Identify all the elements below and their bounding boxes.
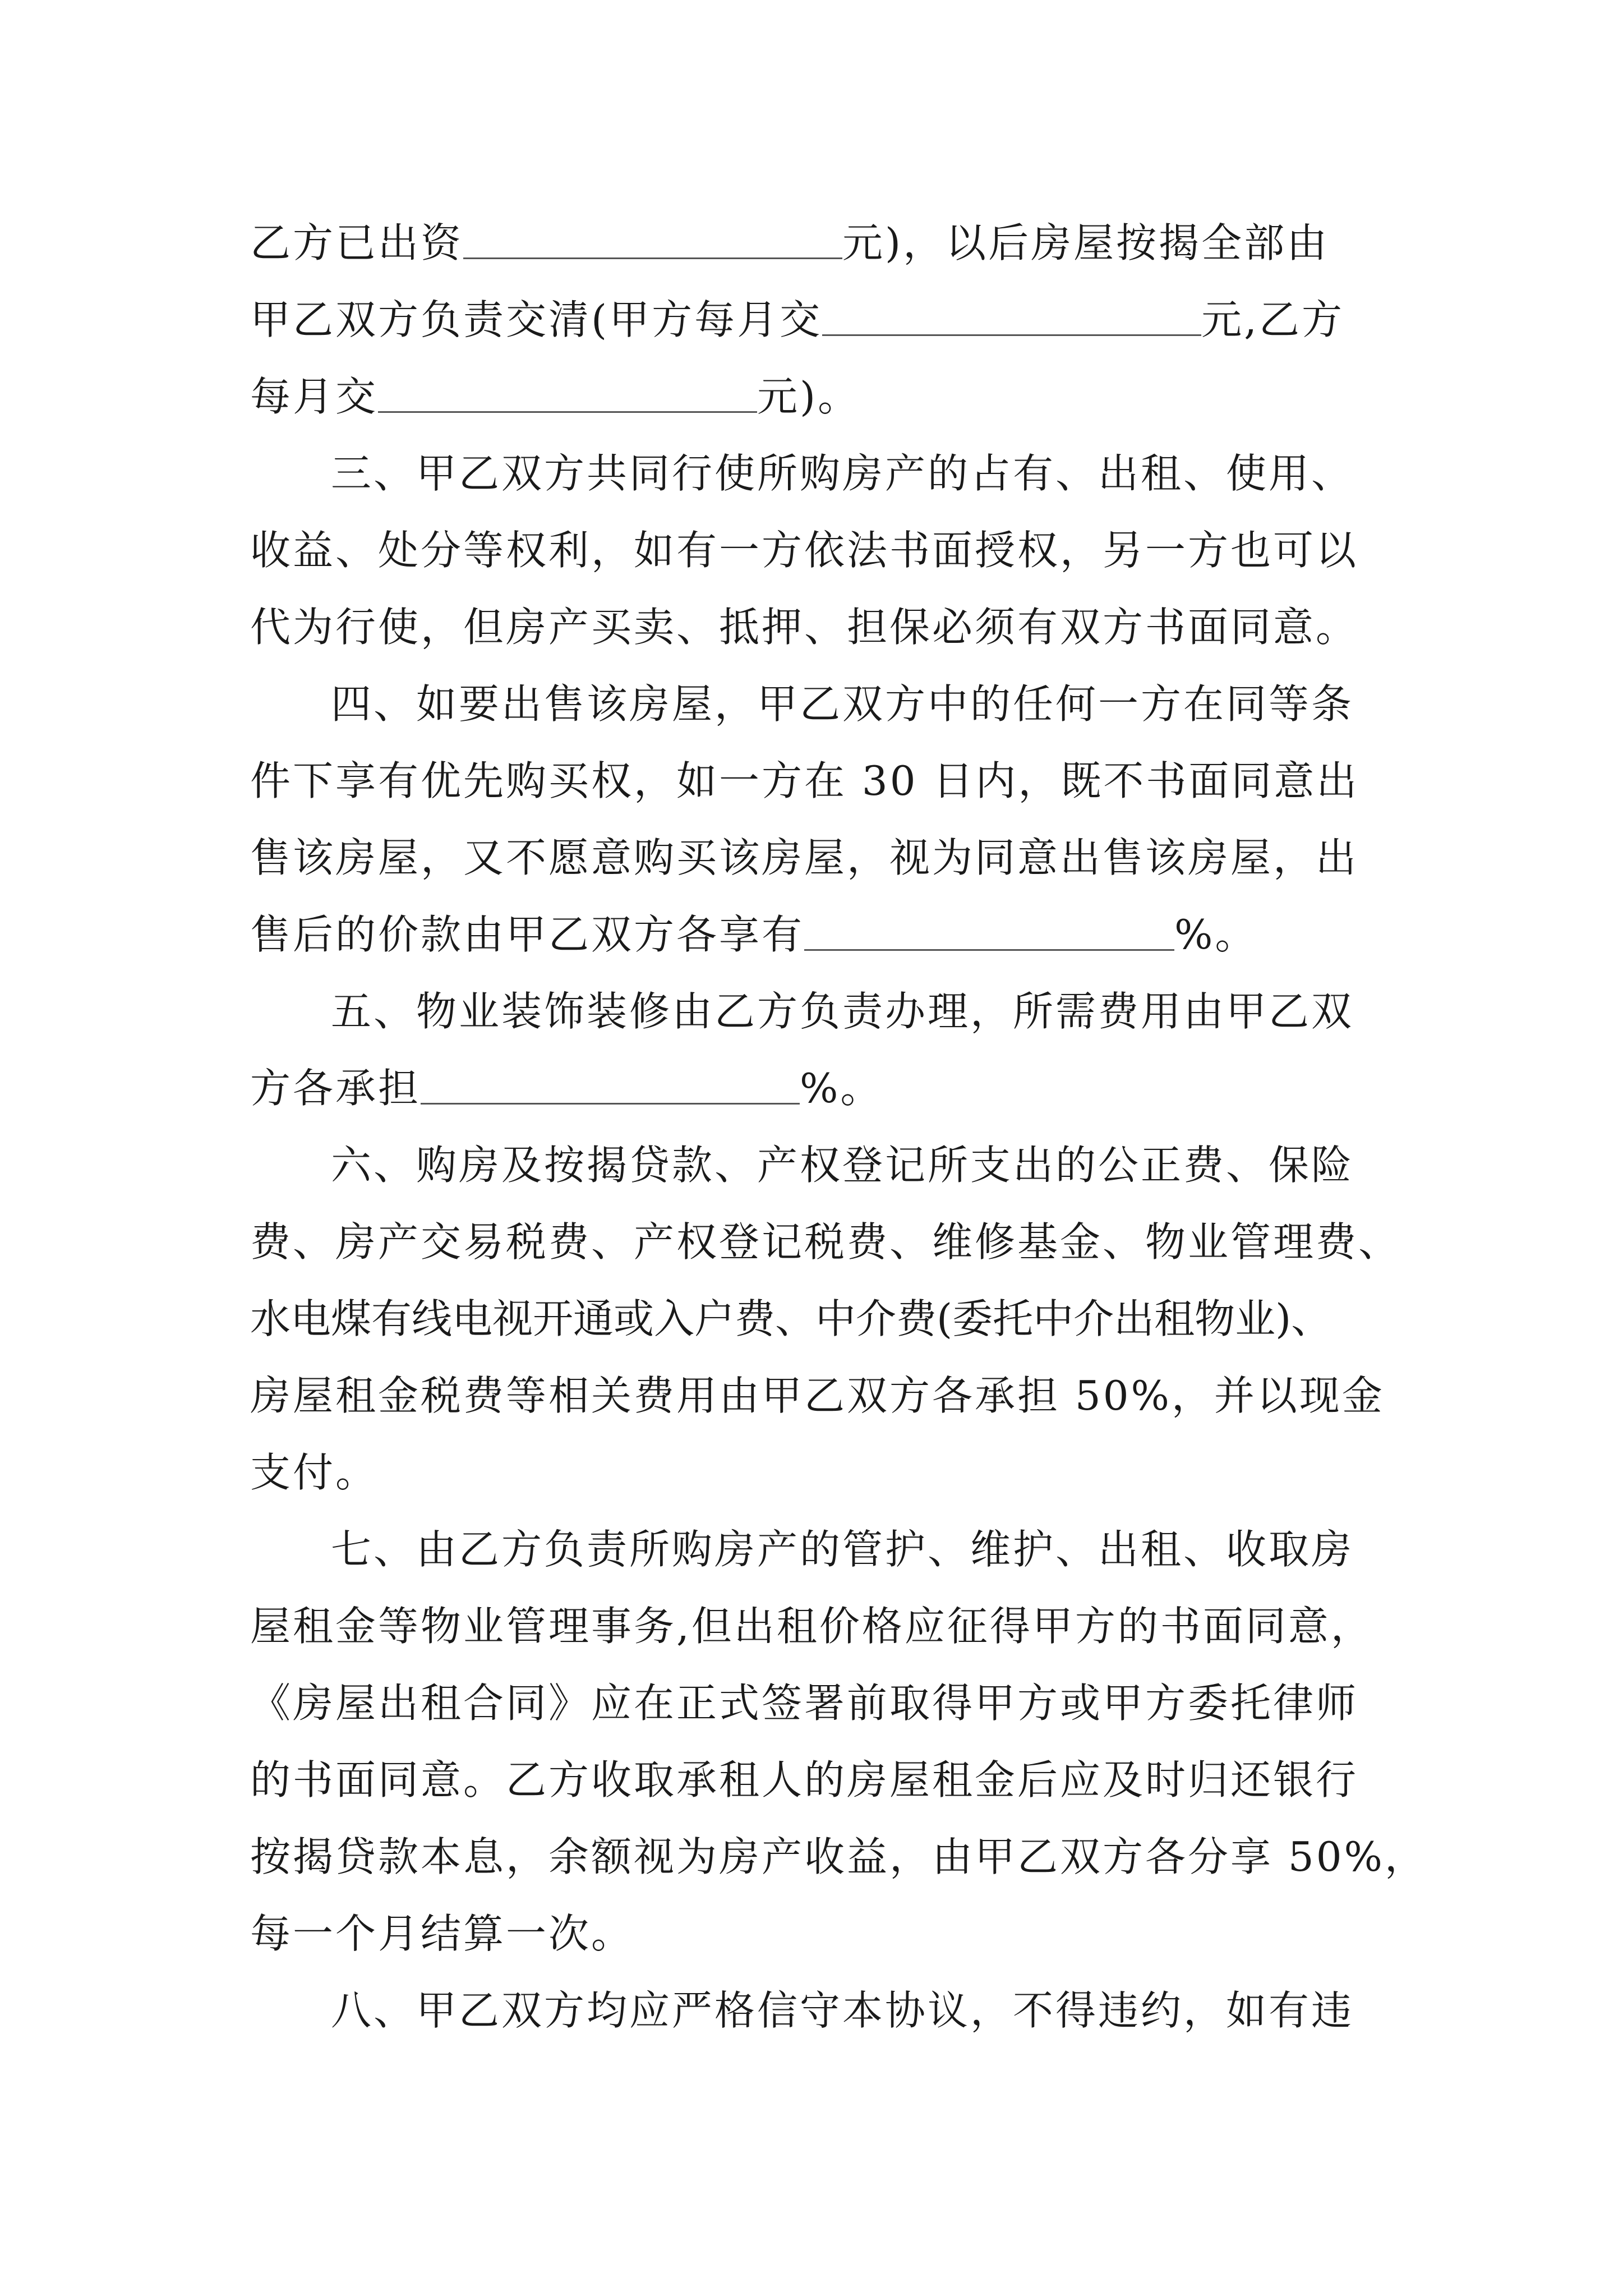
line-text: 售该房屋，又不愿意购买该房屋，视为同意出售该房屋，出 (250, 834, 1359, 881)
line-text: 乙方已出资 (250, 219, 464, 266)
line-text: 房屋租金税费等相关费用由甲乙双方各承担 50%，并以现金 (250, 1372, 1385, 1419)
paragraph-line (250, 1907, 634, 1961)
line-text: 元)。 (757, 373, 861, 420)
fill-in-blank[interactable] (804, 909, 1174, 951)
paragraph-line (250, 1215, 1401, 1269)
fill-in-blank[interactable] (822, 294, 1201, 336)
paragraph-line (250, 1676, 1358, 1730)
line-text: 收益、处分等权利，如有一方依法书面授权，另一方也可以 (250, 527, 1359, 574)
line-text: 八、甲乙双方均应严格信守本协议，不得违约，如有违 (331, 1987, 1354, 2034)
line-text: 六、购房及按揭贷款、产权登记所支出的公正费、保险 (331, 1142, 1354, 1189)
paragraph-line (250, 908, 1257, 961)
paragraph-line (250, 1292, 1331, 1346)
paragraph-line (250, 370, 860, 424)
line-text: 每一个月结算一次。 (250, 1910, 634, 1957)
line-text: %。 (800, 1065, 883, 1112)
paragraph-line (331, 1138, 1354, 1192)
paragraph-line (331, 1984, 1354, 2037)
line-text: 屋租金等物业管理事务,但出租价格应征得甲方的书面同意， (250, 1603, 1373, 1650)
paragraph-line (250, 1369, 1385, 1423)
paragraph-line (250, 1446, 378, 1499)
line-text: 元,乙方 (1201, 296, 1344, 343)
fill-in-blank[interactable] (421, 1062, 800, 1105)
paragraph-line (250, 523, 1358, 577)
line-text: 费、房产交易税费、产权登记税费、维修基金、物业管理费、 (250, 1218, 1401, 1266)
line-text: 售后的价款由甲乙双方各享有 (250, 911, 805, 958)
line-text: 按揭贷款本息，余额视为房产收益，由甲乙双方各分享 50%， (250, 1833, 1427, 1880)
paragraph-line (250, 831, 1358, 885)
line-text: 元)，以后房屋按揭全部由 (842, 219, 1330, 266)
paragraph-line (250, 1830, 1427, 1884)
line-text: 四、如要出售该房屋，甲乙双方中的任何一方在同等条 (331, 680, 1354, 728)
paragraph-line (331, 1522, 1354, 1576)
paragraph-line (331, 447, 1354, 500)
line-text: 水电煤有线电视开通或入户费、中介费(委托中介出租物业)、 (250, 1295, 1332, 1342)
line-text: 甲乙双方负责交清(甲方每月交 (250, 296, 823, 343)
line-text: 每月交 (250, 373, 379, 420)
paragraph-line (250, 754, 1359, 808)
line-text: 代为行使，但房产买卖、抵押、担保必须有双方书面同意。 (250, 604, 1359, 651)
paragraph-line (250, 1599, 1373, 1653)
paragraph-line (331, 984, 1354, 1038)
line-text: 件下享有优先购买权，如一方在 30 日内，既不书面同意出 (250, 757, 1359, 804)
paragraph-line (250, 293, 1344, 347)
paragraph-line (250, 1753, 1358, 1807)
line-text: 五、物业装饰装修由乙方负责办理，所需费用由甲乙双 (331, 988, 1354, 1035)
paragraph-line (250, 1061, 883, 1115)
line-text: 方各承担 (250, 1065, 421, 1112)
line-text: 七、由乙方负责所购房产的管护、维护、出租、收取房 (331, 1526, 1354, 1573)
line-text: 三、甲乙双方共同行使所购房产的占有、出租、使用、 (331, 450, 1354, 497)
paragraph-line (250, 216, 1329, 270)
line-text: 支付。 (250, 1449, 379, 1496)
paragraph-line (331, 677, 1354, 731)
line-text: 的书面同意。乙方收取承租人的房屋租金后应及时归还银行 (250, 1756, 1359, 1803)
line-text: 《房屋出租合同》应在正式签署前取得甲方或甲方委托律师 (250, 1680, 1359, 1727)
paragraph-line (250, 600, 1358, 654)
line-text: %。 (1174, 911, 1258, 958)
fill-in-blank[interactable] (463, 217, 842, 259)
fill-in-blank[interactable] (378, 371, 757, 413)
